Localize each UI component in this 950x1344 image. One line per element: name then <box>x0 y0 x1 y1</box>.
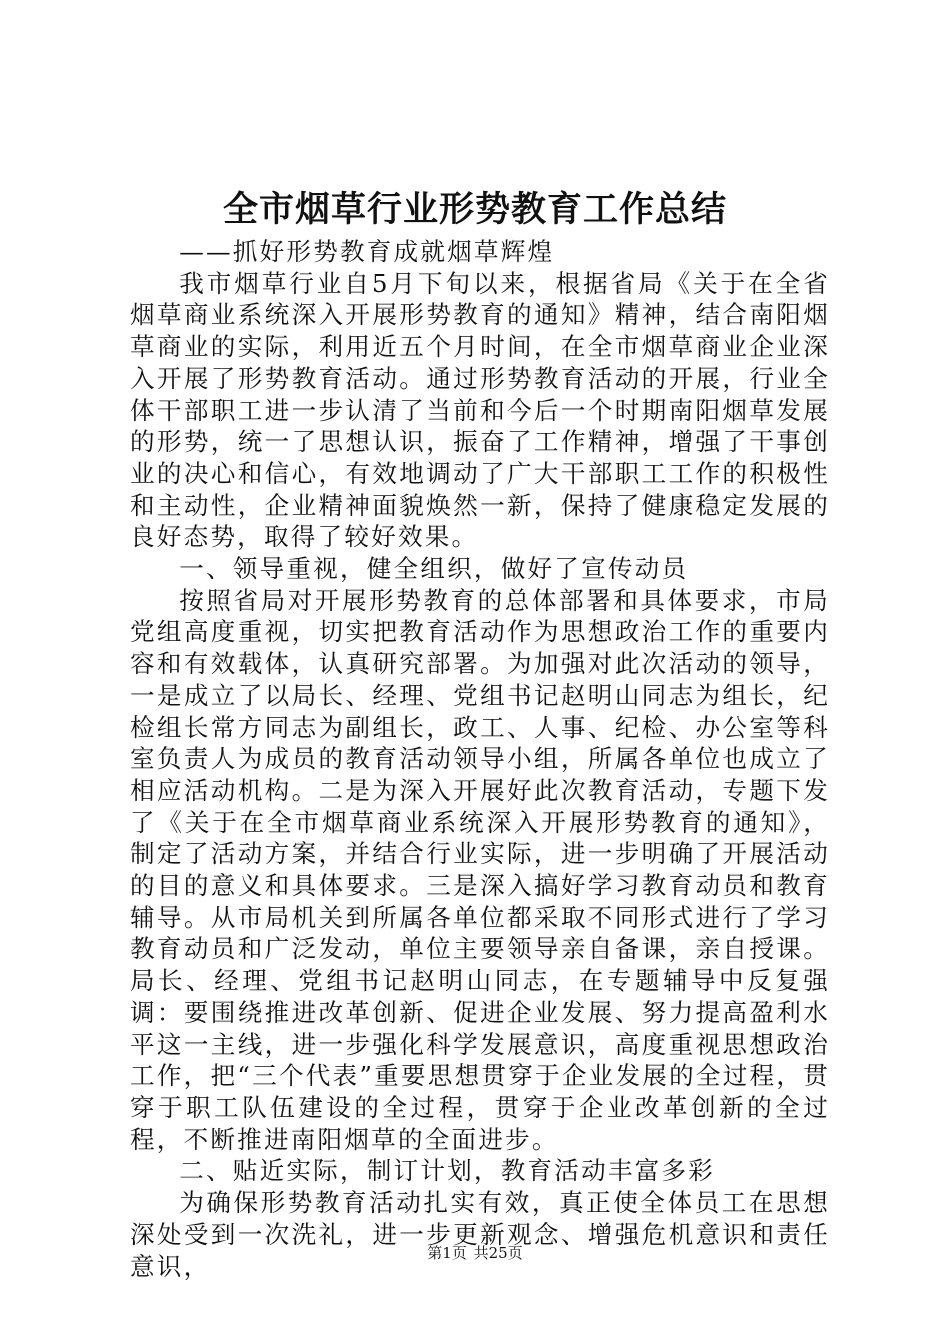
page-footer <box>0 1243 950 1263</box>
document-title: 全市烟草行业形势教育工作总结 <box>222 190 727 230</box>
paragraph-intro: 我市烟草行业自5月下旬以来，根据省局《关于在全省烟草商业系统深入开展形势教育的通知》精神，结合南阳烟草商业的实际，利用近五个月时间，在全市烟草商业企业深入开展了形势教育活动。通过形势教育活动的开展，行业全体干部职工进一步认清了当前和今后一个时期南阳烟草发展的形势，统一了思想认识，振奋了工作精神，增强了干事创业的决心和信心，有效地调动了广大干部职工工作的积极性和主动性，企业精神面貌焕然一新，保持了健康稳定发展的良好态势，取得了较好效果。 <box>130 268 830 552</box>
document-body <box>130 236 830 1282</box>
document-subtitle: ——抓好形势教育成就烟草辉煌 <box>179 237 555 266</box>
paragraph-section-2: 为确保形势教育活动扎实有效，真正使全体员工在思想深处受到一次洗礼，进一步更新观念、增强危机意识和责任意识， <box>130 1188 830 1281</box>
page-total: 共25页 <box>473 1244 523 1262</box>
paragraph-section-1: 按照省局对开展形势教育的总体部署和具体要求，市局党组高度重视，切实把教育活动作为思想政治工作的重要内容和有效载体，认真研究部署。为加强对此次活动的领导，一是成立了以局长、经理、党组书记赵明山同志为组长，纪检组长常方同志为副组长，政工、人事、纪检、办公室等科室负责人为成员的教育活动领导小组，所属各单位也成立了相应活动机构。二是为深入开展好此次教育活动，专题下发了《关于在全市烟草商业系统深入开展形势教育的通知》，制定了活动方案，并结合行业实际，进一步明确了开展活动的目的意义和具体要求。三是深入搞好学习教育动员和教育辅导。从市局机关到所属各单位都采取不同形式进行了学习教育动员和广泛发动，单位主要领导亲自备课，亲自授课。局长、经理、党组书记赵明山同志，在专题辅导中反复强调：要围绕推进改革创新、促进企业发展、努力提高盈利水平这一主线，进一步强化科学发展意识，高度重视思想政治工作，把“三个代表”重要思想贯穿于企业发展的全过程，贯穿于职工队伍建设的全过程，贯穿于企业改革创新的全过程，不断推进南阳烟草的全面进步。 <box>130 585 830 1154</box>
section-heading-1: 一、领导重视，健全组织，做好了宣传动员 <box>179 554 689 584</box>
page-number: 第1页 <box>427 1244 467 1262</box>
section-heading-2: 二、贴近实际，制订计划，教育活动丰富多彩 <box>179 1156 716 1186</box>
